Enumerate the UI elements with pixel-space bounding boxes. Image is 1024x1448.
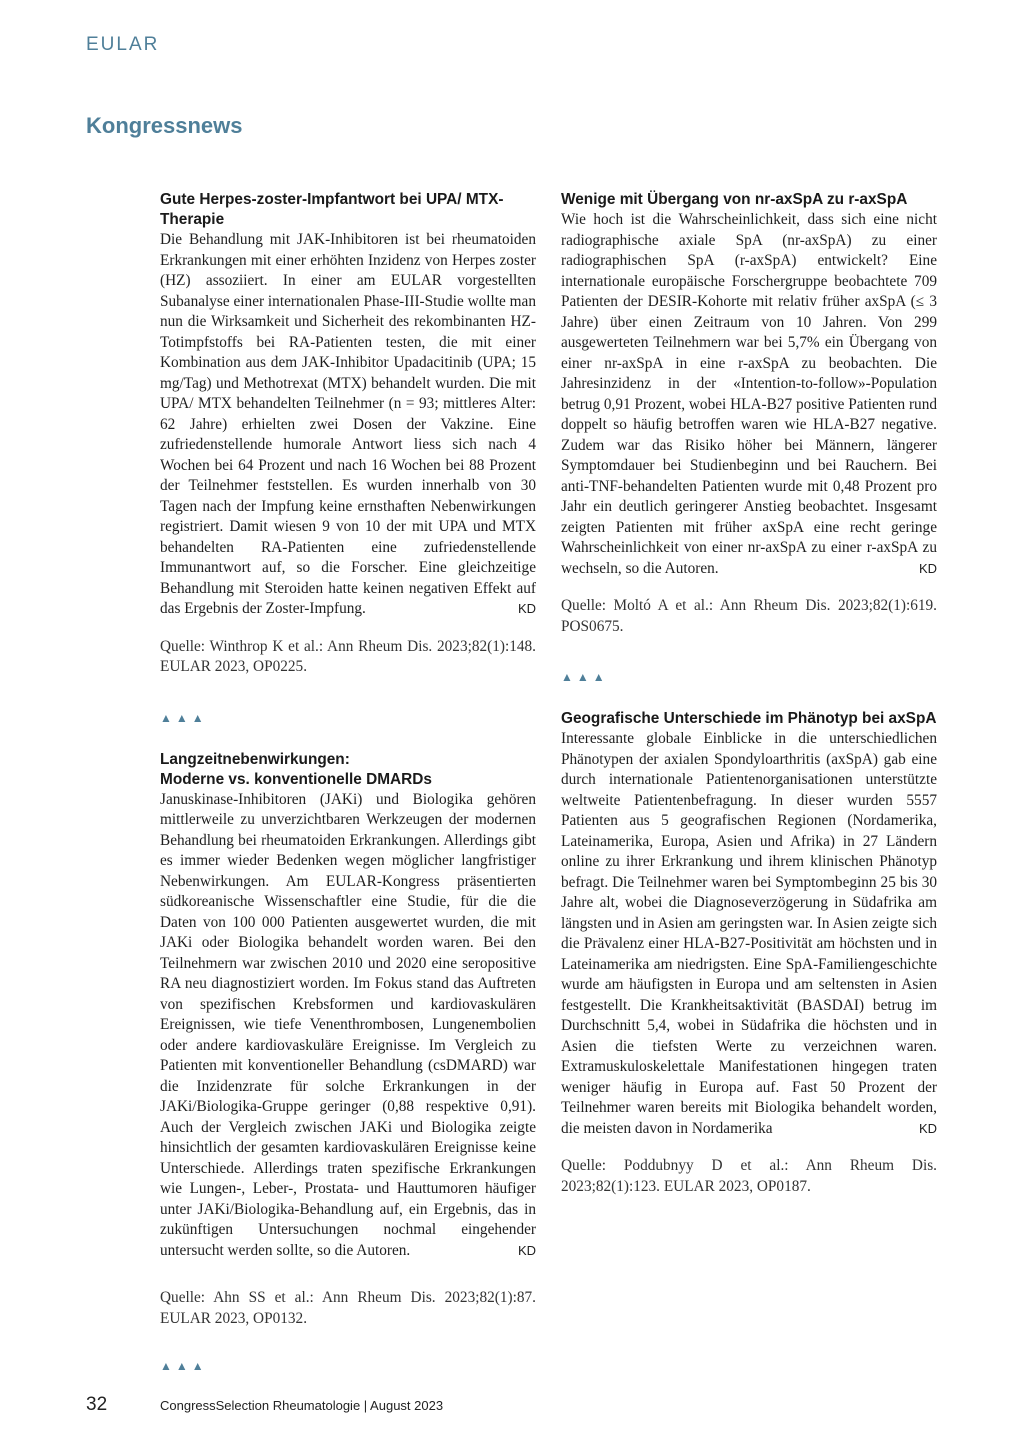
- separator-triangles-icon: ▲▲▲: [561, 670, 609, 684]
- author-initials: KD: [517, 1242, 536, 1258]
- article-source: Quelle: Poddubnyy D et al.: Ann Rheum Dis. 2023;82(1):123. EULAR 2023, OP0187.: [561, 1157, 937, 1195]
- left-column: [160, 190, 536, 1373]
- page-title: Kongressnews: [86, 113, 243, 138]
- separator-triangles-icon: ▲▲▲: [160, 1359, 208, 1373]
- article-source: Quelle: Moltó A et al.: Ann Rheum Dis. 2023;82(1):619. POS0675.: [561, 597, 937, 635]
- article-title-line-2: Moderne vs. konventionelle DMARDs: [160, 770, 432, 788]
- article-text: Interessante globale Einblicke in die unterschiedlichen Phänotypen der axialen Spondyloarthritis (axSpA) gab eine durch internationale Patientenorganisationen unterstützte weltweite Patientenbefragung. In dieser wurden 5557 Patienten aus 5 geografischen Regionen (Nordamerika, Lateinamerika, Europa, Asien und Afrika) in 27 Ländern online zu ihrer Erkrankung und ihrem klinischen Phänotyp befragt. Die Teilnehmer waren bei Symptombeginn 25 bis 30 Jahre alt, wobei die Diagnoseverzögerung in Südafrika am längsten und in Asien am geringsten war. In Asien zeigte sich die Prävalenz einer HLA-B27-Positivität am höchsten und in Lateinamerika am niedrigsten. Eine SpA-Familiengeschichte wurde am häufigsten in Europa und am seltensten in Asien festgestellt. Die Krankheitsaktivität (BASDAI) betrug im Durchschnitt 5,4, wobei in Südafrika die höchsten und in Asien die tiefsten Werte zu verzeichnen waren. Extramuskuloskelettale Manifestationen hingegen traten weniger häufig in Europa auf. Fast 50 Prozent der Teilnehmer waren bereits mit Biologika behandelt worden, die meisten davon in Nordamerika: [561, 730, 937, 1137]
- article-source: Quelle: Winthrop K et al.: Ann Rheum Dis. 2023;82(1):148. EULAR 2023, OP0225.: [160, 637, 536, 675]
- article-text: Die Behandlung mit JAK-Inhibitoren ist bei rheumatoiden Erkrankungen mit einer erhöhten Inzidenz von Herpes zoster (HZ) assoziiert. In einer am EULAR vorgestellten Subanalyse einer internationalen Phase-III-Studie wollte man nun die Wirksamkeit und Sicherheit des rekombinanten HZ-Totimpfstoffs bei RA-Patienten testen, die mit einer Kombination aus dem JAK-Inhibitor Upadacitinib (UPA; 15 mg/Tag) und Methotrexat (MTX) behandelt wurden. Die mit UPA/ MTX behandelten Teilnehmer (n = 93; mittleres Alter: 62 Jahre) erhielten zwei Dosen der Vakzine. Eine zufriedenstellende humorale Antwort liess sich nach 4 Wochen bei 64 Prozent und nach 16 Wochen bei 88 Prozent der Teilnehmer feststellen. Es wurden innerhalb von 30 Tagen nach der Impfung keine ernsthaften Nebenwirkungen registriert. Damit wiesen 9 von 10 der mit UPA und MTX behandelten RA-Patienten eine zufriedenstellende Immunantwort auf, so die Forscher. Eine gleichzeitige Behandlung mit Steroiden hatte keinen negativen Effekt auf das Ergebnis der Zoster-Impfung.: [160, 231, 536, 617]
- author-initials: KD: [517, 601, 536, 616]
- article-title: Gute Herpes-zoster-Impfantwort bei UPA/ MTX-Therapie: [160, 191, 504, 228]
- section-label: EULAR: [86, 34, 160, 55]
- article-dmards: [160, 750, 536, 1330]
- page-number: 32: [86, 1394, 108, 1415]
- author-initials: KD: [918, 1120, 937, 1136]
- article-source: Quelle: Ahn SS et al.: Ann Rheum Dis. 2023;82(1):87. EULAR 2023, OP0132.: [160, 1289, 536, 1327]
- article-title: Geografische Unterschiede im Phänotyp bei axSpA: [561, 710, 937, 727]
- article-body: [160, 230, 536, 620]
- article-title: [160, 750, 536, 790]
- separator-triangles-icon: ▲▲▲: [160, 710, 208, 725]
- publication-name: CongressSelection Rheumatologie | August 2023: [160, 1398, 444, 1413]
- article-body: [561, 729, 937, 1139]
- article-body: [160, 790, 536, 1262]
- article-title: Wenige mit Übergang von nr-axSpA zu r-axSpA: [561, 191, 908, 208]
- article-herpes-zoster: [160, 190, 536, 678]
- article-text: Januskinase-Inhibitoren (JAKi) und Biologika gehören mittlerweile zu unverzichtbaren Werkzeugen der modernen Behandlung bei rheumatoiden Erkrankungen. Allerdings gibt es immer wieder Bedenken wegen möglicher langfristiger Nebenwirkungen. Am EULAR-Kongress präsentierten südkoreanische Wissenschaftler eine Studie, für die die Daten von 100 000 Patienten ausgewertet wurden, die mit JAKi oder Biologika behandelt worden waren. Bei den Teilnehmern war zwischen 2010 und 2020 eine seropositive RA neu diagnostiziert worden. Im Fokus stand das Auftreten von spezifischen Krebsformen und kardiovaskulären Ereignissen, wie tiefe Venenthrombosen, Lungenembolien oder andere kardiovaskuläre Ereignisse. Im Vergleich zu Patienten mit konventioneller Behandlung (csDMARD) war die Inzidenzrate für solche Erkrankungen in der JAKi/Biologika-Gruppe geringer (0,88 respektive 0,91). Auch der Vergleich zwischen JAKi und Biologika zeigte hinsichtlich der gesamten kardiovaskulären Ereignisse keine Unterschiede. Allerdings traten spezifische Erkrankungen wie Lungen-, Leber-, Prostata- und Hauttumoren häufiger unter JAKi/Biologika-Behandlung auf, ein Ergebnis, das in zukünftigen Untersuchungen nochmal eingehender untersucht werden sollte, so die Autoren.: [160, 790, 536, 1259]
- article-text: Wie hoch ist die Wahrscheinlichkeit, dass sich eine nicht radiographische axiale SpA (nr-axSpA) zu einer radiographischen SpA (r-axSpA) entwickelt? Eine internationale europäische Forschergruppe beobachtete 709 Patienten der DESIR-Kohorte mit relativ früher axSpA (≤ 3 Jahre) über einen Zeitraum von 10 Jahren. Von 299 ausgewerteten Teilnehmern war bei 5,7% ein Übergang von einer nr-axSpA in eine r-axSpA zu beobachten. Die Jahresinzidenz in der «Intention-to-follow»-Population betrug 0,91 Prozent, wobei HLA-B27 positive Patienten rund doppelt so häufig betroffen waren wie HLA-B27 negative. Zudem war das Risiko höher bei Männern, längerer Symptomdauer bei Studienbeginn und bei Rauchern. Bei anti-TNF-behandelten Patienten wurde mit 0,48 Prozent pro Jahr ein deutlich geringerer Anstieg beobachtet. Insgesamt zeigten Patienten mit früher axSpA eine recht geringe Wahrscheinlichkeit von einer nr-axSpA zu einer r-axSpA zu wechseln, so die Autoren.: [561, 211, 937, 577]
- article-axspa-transition: [561, 190, 937, 637]
- article-geographic-differences: [561, 709, 937, 1197]
- author-initials: KD: [918, 560, 937, 576]
- article-title-line-1: Langzeitnebenwirkungen:: [160, 750, 350, 768]
- article-body: [561, 210, 937, 579]
- right-column: [561, 190, 937, 1197]
